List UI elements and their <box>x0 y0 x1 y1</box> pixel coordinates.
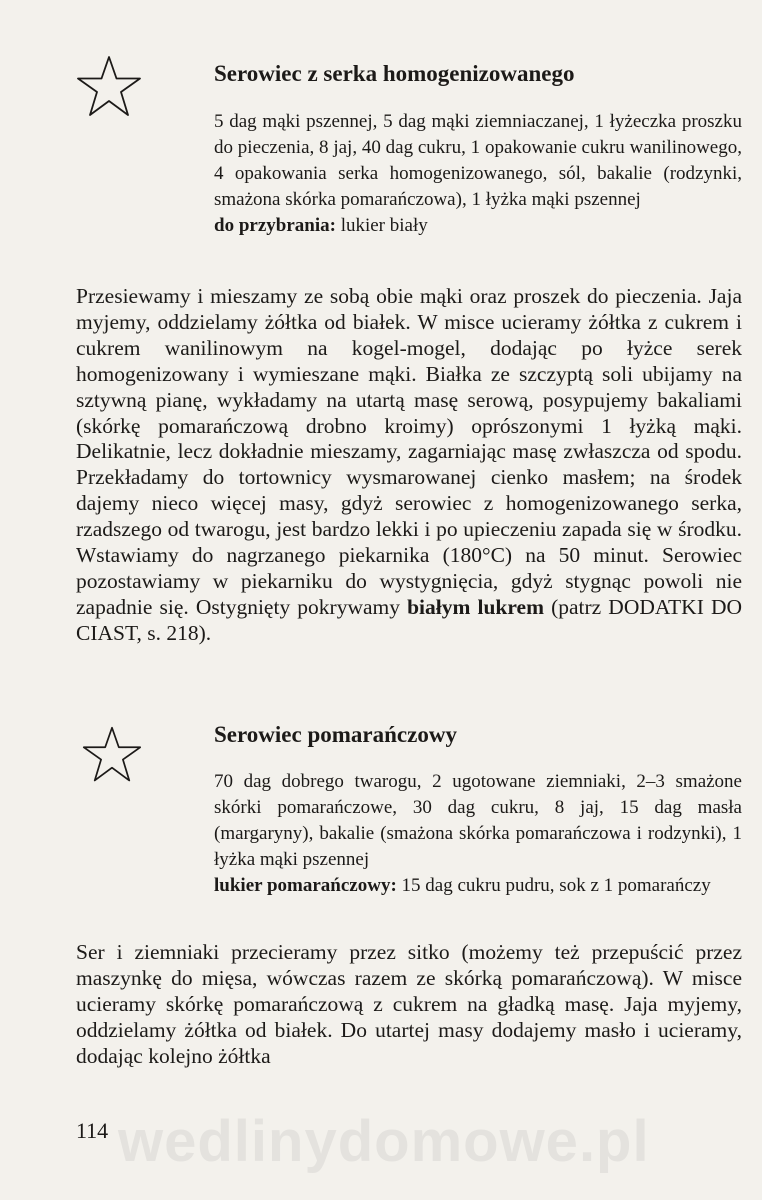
method-part: Przesiewamy i mieszamy ze sobą obie mąki oraz proszek do pieczenia. Jaja myjemy, oddzielamy żółtka od białek. W misce ucieramy żółtka z cukrem i cukrem wanilinowym na kogel-mogel, dodając po łyżce serek homogenizowany i wymieszane mąki. Białka ze szczyptą soli ubijamy na sztywną pianę, wykładamy na utartą masę serową, posypujemy bakaliami (skórkę pomarańczową drobno kroimy) oprószonymi 1 łyżką mąki. Delikatnie, lecz dokładnie mieszamy, zagarniając masę zwłaszcza od spodu. Przekładamy do tortownicy wysmarowanej cienko masłem; na środek dajemy nieco więcej masy, gdyż serowiec z homogenizowanego serka, rzadszego od twarogu, jest bardzo lekki i po upieczeniu zapada się w środku. Wstawiamy do nagrzanego piekarnika (180°C) na 50 minut. Serowiec pozostawiamy w piekarniku do wystygnięcia, gdyż stygnąc powoli nie zapadnie się. Ostygnięty pokrywamy <box>76 284 742 619</box>
ingredients-text: 70 dag dobrego twarogu, 2 ugotowane ziemniaki, 2–3 smażone skórki pomarańczowe, 30 dag cukru, 8 jaj, 15 dag masła (margaryny), bakalie (smażona skórka pomarańczowa i rodzynki), 1 łyżka mąki pszennej <box>214 771 742 870</box>
recipe-title: Serowiec pomarańczowy <box>214 722 457 747</box>
topping-text: 15 dag cukru pudru, sok z 1 pomarańczy <box>396 875 711 896</box>
ingredients-list <box>214 109 742 239</box>
topping-label: lukier pomarańczowy: <box>214 875 397 896</box>
method-bold: białym lukrem <box>407 594 544 619</box>
recipe-title: Serowiec z serka homogenizowanego <box>214 61 575 86</box>
method-part: Ser i ziemniaki przecieramy przez sitko (możemy też przepuścić przez maszynkę do mięsa, wówczas razem ze skórką pomarańczową). W misce ucieramy skórkę pomarańczową z cukrem na gładką masę. Jaja myjemy, oddzielamy żółtka od białek. Do utartej masy dodajemy masło i ucieramy, dodając kolejno żółtka <box>76 940 742 1068</box>
topping-text: lukier biały <box>335 215 428 236</box>
method-part: (patrz DODATKI DO CIAST, s. 218). <box>76 594 742 645</box>
topping-line <box>214 213 742 239</box>
method-text <box>76 940 742 1070</box>
topping-line <box>214 873 742 899</box>
page-number: 114 <box>76 1118 109 1143</box>
ingredients-list <box>214 769 742 899</box>
ingredients-text: 5 dag mąki pszennej, 5 dag mąki ziemniaczanej, 1 łyżeczka proszku do pieczenia, 8 jaj, 40 dag cukru, 1 opakowanie cukru wanilinowego, 4 opakowania serka homogenizowanego, sól, bakalie (rodzynki, smażona skórka pomarańczowa), 1 łyżka mąki pszennej <box>214 111 742 210</box>
method-text <box>76 284 742 647</box>
watermark: wedlinydomowe.pl <box>118 1109 650 1174</box>
topping-label: do przybrania: <box>214 215 336 236</box>
star-icon <box>74 54 144 120</box>
star-icon <box>80 725 144 785</box>
